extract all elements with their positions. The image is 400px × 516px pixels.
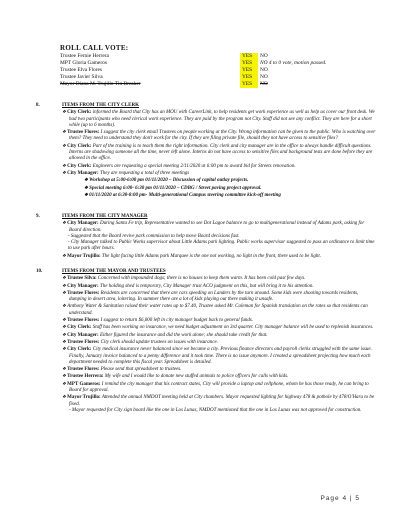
list-item: ❖ Trustee Silva: Concerned with impounded dogs; there is no houses to keep them warm. It has been cold past few days. (62, 275, 306, 282)
list-item: ❖ Trustee Herrera: My wife and I would like to donate new stuffed animals to police officers for calls with kids. (62, 373, 289, 380)
meeting-item: ❖ 01/11/2020 at 6:30-8:00 pm- Multi-generational Campus steering committee kick-off meeting (84, 191, 281, 198)
section-city-manager (36, 214, 376, 260)
member-name: Mayor Diana M. Trujillo Tin Breaker (60, 81, 141, 87)
member-name: MPT Gloria Gameros (60, 60, 107, 66)
member-name: Trustee Javier Silva (60, 74, 103, 80)
section-mayor-trustees (36, 269, 376, 414)
vote-no: NO 4 to 0 vote, motion passed. (260, 60, 327, 66)
list-item: ❖ Trustee Flores: City clerk should update trustees on issues with insurance. (62, 338, 218, 345)
section-heading: ITEMS FROM THE CITY CLERK (62, 103, 139, 108)
list-item: ❖ Trustee Flores: I suggest the city clerk email Trustees on people working at the City. Wrong information can be given to the public. Who is watching over them? They need to understand they don't work for the city. If they are filing private file, should they not have access to sensitive files? (62, 129, 376, 142)
vote-no: NO (260, 53, 268, 59)
vote-no: NO (260, 67, 268, 73)
list-item: ❖ Trustee Flores: Residents are concerned that there are cars speeding on Landers by the turn around. Some kids were shooting towards residents, dumping in desert area, loitering. In summer there are a lot of kids playing out there making it unsafe. (62, 289, 359, 303)
roll-call-table (58, 53, 352, 88)
roll-call-row (58, 60, 352, 67)
list-item: ❖ City Clerk: informed the Board that City has an MOU with CareerLink, to help residents get work experience as well as help us cover our front desk. We had two participants who need clerical work experience. They are paid by the program not City. Staff did not see any conflict. They are here for a short while (up to 6 months). (62, 109, 375, 128)
list-item: ❖ Trustee Flores: Please send that spreadsheet to trustees. (62, 366, 182, 373)
vote-yes: YES (240, 67, 258, 74)
list-item: ❖ Trustee Flores: I suggest to return $6,000 left in city manager budget back to general funds. (62, 317, 254, 324)
vote-no: NO (260, 74, 268, 80)
dash-item: - City Manager talked to Public Works supervisor about Little Adams park lighting. Public works supervisor suggested to pass an ordinance to limit time to use park after hours. (68, 240, 375, 252)
member-name: Trustee Elva Flores (60, 67, 103, 73)
member-name: Trustee Fernie Herrera (60, 53, 109, 59)
list-item: ❖ City Clerk: Staff has been working on insurance, we need budget adjustment on 3rd quarter. City manager balance will be used to replenish insurances. (62, 324, 374, 331)
list-item: ❖ City Clerk: Part of the training is to teach them the right information. City clerk and city manager are in the office to always handle difficult questions. Interns are shadowing someone all the time, never left alone. Interns do not have access to sensitive files and background tests are done before they are allowed in the office. (62, 142, 373, 162)
list-item: ❖ City Clerk: City medical insurance never balanced since we became a city. Previous finance directors and payroll clerks struggled with the same issue. Finally, January invoice balanced to a penny difference and it took time. There is no issue anymore. I created a spreadsheet projecting how much each department needed to complete this fiscal year. Spreadsheet is detailed. (62, 346, 372, 365)
list-item: ❖ Mayor Trujillo: Attended the annual NMDOT meeting held at City chambers. Mayor requested lighting for highway 478 & pothole by 478/O'Hara to be fixed. (62, 394, 375, 407)
list-item: ❖ City Clerk: Engineers are requesting a special meeting 2/11/2020 at 6:00 pm to award bid for Streets renovation. (62, 162, 296, 169)
vote-no: NO (260, 81, 268, 87)
vote-yes: YES (240, 81, 258, 88)
dash-item: - Mayor requested for City sign board like the one in Los Lunas, NMDOT mentioned that the one in Los Lunas was not approved for construction. (69, 407, 362, 413)
page-number: Page 4 | 5 (320, 495, 360, 502)
section-heading: ITEMS FROM THE MAYOR AND TRUSTEES (62, 269, 166, 274)
roll-call-row (58, 53, 352, 60)
list-item: ❖ Mayor Trujillo: The light facing little Adams park Marquee is the one not working, no light in the front, there used to be light. (62, 252, 321, 259)
list-item: ❖ City Manager: They are requesting a total of three meetings (62, 169, 190, 176)
roll-call-title: ROLL CALL VOTE: (60, 44, 129, 52)
vote-yes: YES (240, 60, 258, 67)
section-number: 9. (36, 214, 40, 219)
list-item: ❖ City Manager: The holding shed is temporary, City Manager trust ACO judgment on this, but will bring it to his attention. (62, 282, 314, 289)
roll-call-row (58, 81, 352, 88)
vote-yes: YES (240, 74, 258, 81)
roll-call-row (58, 74, 352, 81)
section-heading: ITEMS FROM THE CITY MANAGER (62, 214, 148, 219)
meeting-item: ❖ Workshop at 5:00-6:00 pm 01/11/2020 – Discussion of capital outlay projects. (84, 177, 249, 184)
list-item: ❖ City Manager: Either figured the insurance and did the work alone; she should take credit for that. (62, 331, 268, 338)
dash-item: - Suggested that the Board revive park commission to help move Board decisions fast. (68, 233, 240, 239)
list-item: ❖ City Manager: During Santa Fe trip, Representative wanted to see Dot Lagoe balance to go to multigenerational instead of Adams park, asking for Board direction. (62, 220, 365, 233)
section-city-clerk (36, 103, 376, 199)
section-number: 10. (36, 269, 43, 274)
list-item: ❖ Anthony Water & Sanitation raised their water rates up to $7.40, Trustee asked Mr. Coleman for Spanish translation on the rates so that residents can understand. (62, 303, 368, 316)
meeting-item: ❖ Special meeting 6:00- 6:30 pm 01/11/2020 – CDBG / Street paving project approval. (84, 184, 262, 191)
list-item: ❖ MPT Gameros: I remind the city manager that his contract states, City will provide a laptop and cellphone, whom he has those ready, he can bring to Board for approval. (62, 380, 369, 394)
roll-call-row (58, 67, 352, 74)
section-number: 8. (36, 103, 40, 108)
vote-yes: YES (240, 53, 258, 60)
